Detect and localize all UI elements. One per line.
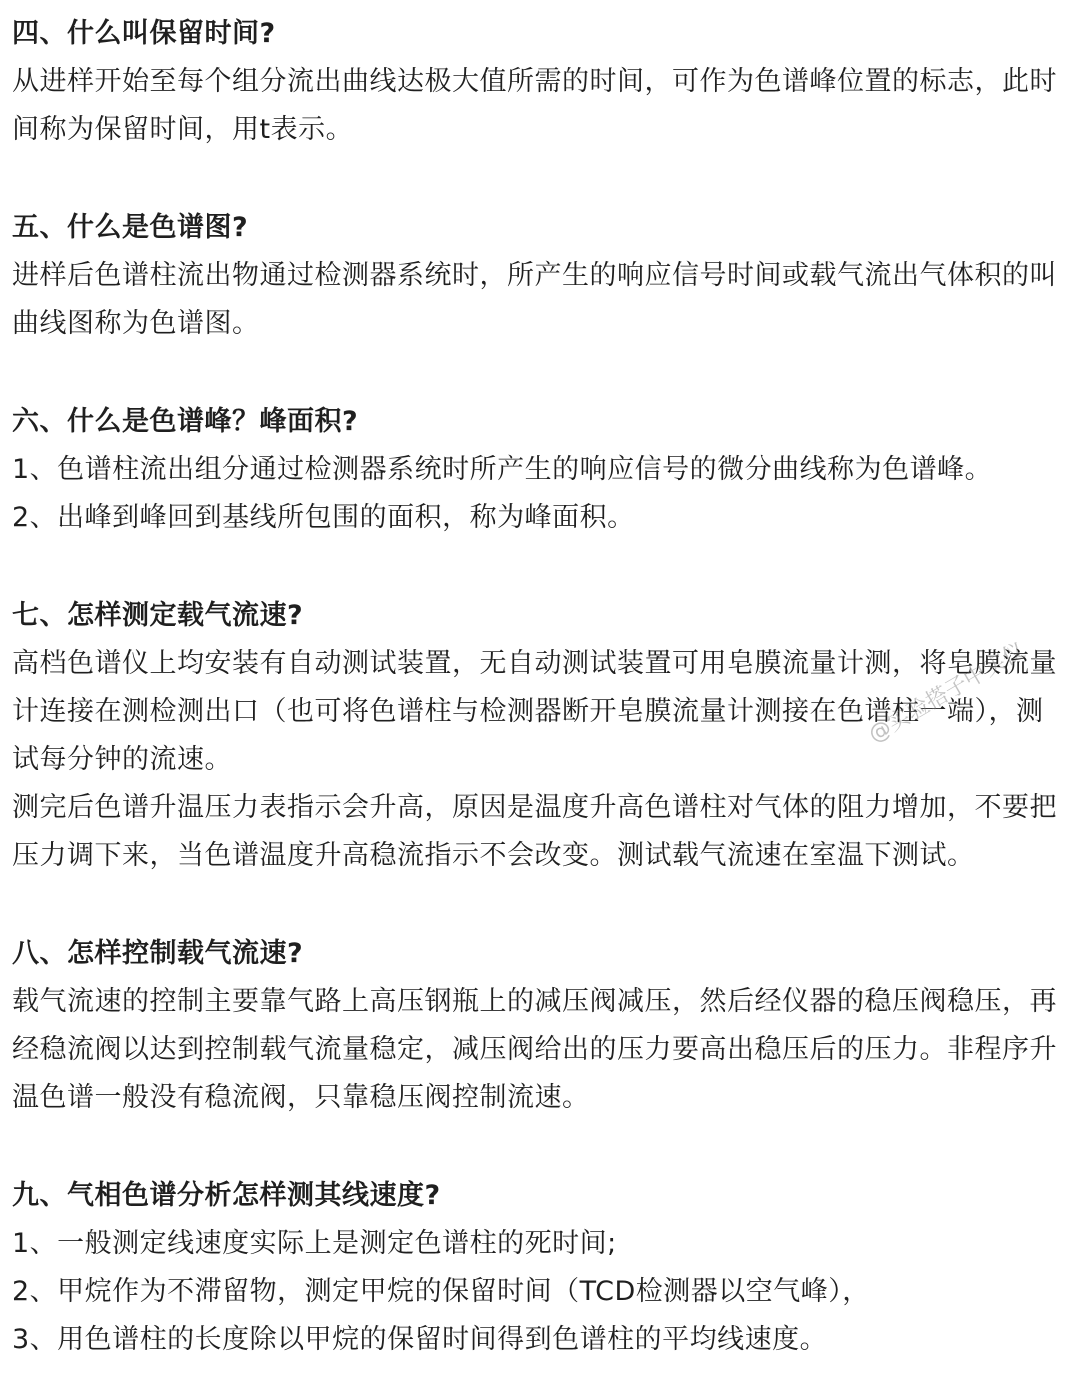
paragraph: 载气流速的控制主要靠气路上高压钢瓶上的减压阀减压，然后经仪器的稳压阀稳压，再经稳流阀以达到控制载气流量稳定，减压阀给出的压力要高出稳压后的压力。非程序升温色谱一般没有稳流阀，只靠稳压阀控制流速。 (12, 986, 1057, 1113)
section-linear-velocity (12, 1172, 1062, 1364)
section-heading: 七、怎样测定载气流速? (12, 600, 304, 631)
section-control-flow-rate (12, 930, 1062, 1122)
paragraph: 从进样开始至每个组分流出曲线达极大值所需的时间，可作为色谱峰位置的标志，此时间称为保留时间，用t表示。 (12, 66, 1057, 145)
watermark: @实验搭子中实仪 (864, 638, 1030, 748)
section-heading: 五、什么是色谱图? (12, 212, 249, 243)
section-heading: 四、什么叫保留时间? (12, 18, 276, 49)
paragraph: 测完后色谱升温压力表指示会升高，原因是温度升高色谱柱对气体的阻力增加，不要把压力调下来，当色谱温度升高稳流指示不会改变。测试载气流速在室温下测试。 (12, 792, 1057, 871)
section-peak-area (12, 398, 1062, 542)
section-measure-flow-rate (12, 592, 1062, 880)
paragraph: 2、甲烷作为不滞留物，测定甲烷的保留时间（TCD检测器以空气峰）， (12, 1276, 870, 1307)
section-retention-time (12, 10, 1062, 154)
section-heading: 九、气相色谱分析怎样测其线速度? (12, 1180, 441, 1211)
paragraph: 2、出峰到峰回到基线所包围的面积，称为峰面积。 (12, 502, 635, 533)
paragraph: 1、一般测定线速度实际上是测定色谱柱的死时间; (12, 1228, 617, 1259)
section-chromatogram (12, 204, 1062, 348)
paragraph: 进样后色谱柱流出物通过检测器系统时，所产生的响应信号时间或载气流出气体积的叫曲线图称为色谱图。 (12, 260, 1057, 339)
paragraph: 高档色谱仪上均安装有自动测试装置，无自动测试装置可用皂膜流量计测，将皂膜流量计连接在测检测出口（也可将色谱柱与检测器断开皂膜流量计测接在色谱柱一端），测试每分钟的流速。 (12, 648, 1057, 775)
paragraph: 1、色谱柱流出组分通过检测器系统时所产生的响应信号的微分曲线称为色谱峰。 (12, 454, 993, 485)
paragraph: 3、用色谱柱的长度除以甲烷的保留时间得到色谱柱的平均线速度。 (12, 1324, 828, 1355)
section-heading: 八、怎样控制载气流速? (12, 938, 304, 969)
section-heading: 六、什么是色谱峰？峰面积? (12, 406, 359, 437)
article (12, 10, 1062, 1364)
